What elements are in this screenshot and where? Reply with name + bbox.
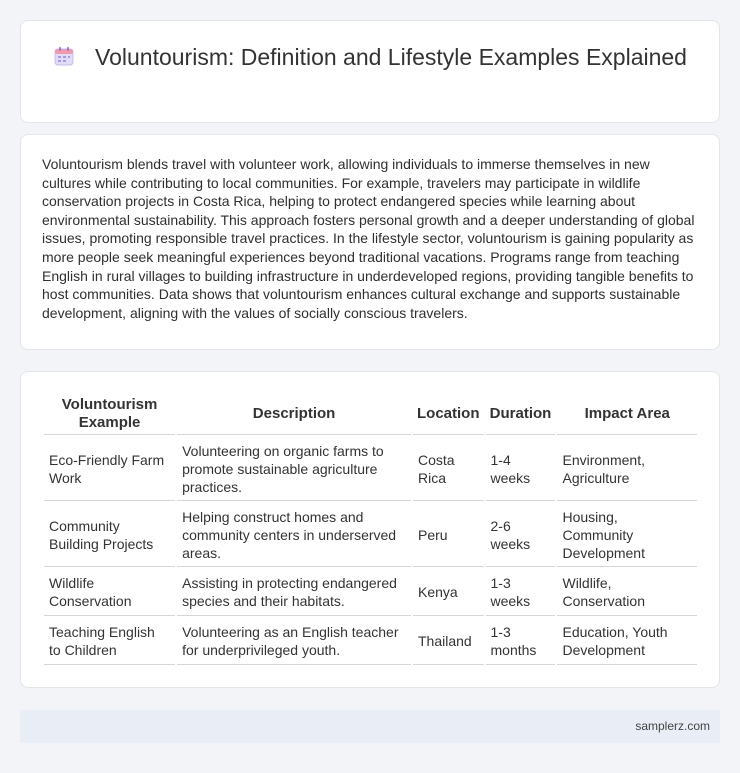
voluntourism-table [42,392,699,667]
cell-impact: Housing, Community Development [557,503,697,567]
intro-card [20,134,720,350]
cell-duration: 2-6 weeks [486,503,556,567]
cell-impact: Wildlife, Conservation [557,569,697,616]
cell-duration: 1-3 weeks [486,569,556,616]
header-location: Location [413,394,484,435]
table-row [44,503,697,567]
cell-impact: Education, Youth Development [557,618,697,665]
cell-location: Costa Rica [413,437,484,501]
footer-bar [20,710,720,743]
cell-description: Volunteering on organic farms to promote sustainable agriculture practices. [177,437,411,501]
header-impact: Impact Area [557,394,697,435]
table-header-row [44,394,697,435]
cell-description: Volunteering as an English teacher for underprivileged youth. [177,618,411,665]
table-row [44,569,697,616]
cell-location: Thailand [413,618,484,665]
footer-site-link[interactable]: samplerz.com [635,719,710,733]
cell-duration: 1-4 weeks [486,437,556,501]
cell-location: Peru [413,503,484,567]
cell-example: Wildlife Conservation [44,569,175,616]
header-example: Voluntourism Example [44,394,175,435]
cell-location: Kenya [413,569,484,616]
cell-description: Assisting in protecting endangered species and their habitats. [177,569,411,616]
header-duration: Duration [486,394,556,435]
cell-impact: Environment, Agriculture [557,437,697,501]
page-title-text: Voluntourism: Definition and Lifestyle Examples Explained [95,44,687,70]
cell-example: Teaching English to Children [44,618,175,665]
calendar-icon [53,45,75,67]
cell-example: Eco-Friendly Farm Work [44,437,175,501]
title-card [20,20,720,123]
cell-description: Helping construct homes and community centers in underserved areas. [177,503,411,567]
cell-duration: 1-3 months [486,618,556,665]
page-title [21,43,719,72]
intro-paragraph: Voluntourism blends travel with volunteer work, allowing individuals to immerse themselves in new cultures while contributing to local communities. For example, travelers may participate in wildlife conservation projects in Costa Rica, helping to protect endangered species while learning about environmental sustainability. This approach fosters personal growth and a deeper understanding of global issues, promoting responsible travel practices. In the lifestyle sector, voluntourism is gaining popularity as more people seek meaningful experiences beyond traditional vacations. Programs range from teaching English in rural villages to building infrastructure in underdeveloped regions, providing tangible benefits to host communities. Data shows that voluntourism enhances cultural exchange and supports sustainable development, aligning with the values of socially conscious travelers. [42,156,695,321]
table-card [20,371,720,688]
table-row [44,437,697,501]
cell-example: Community Building Projects [44,503,175,567]
table-row [44,618,697,665]
header-description: Description [177,394,411,435]
